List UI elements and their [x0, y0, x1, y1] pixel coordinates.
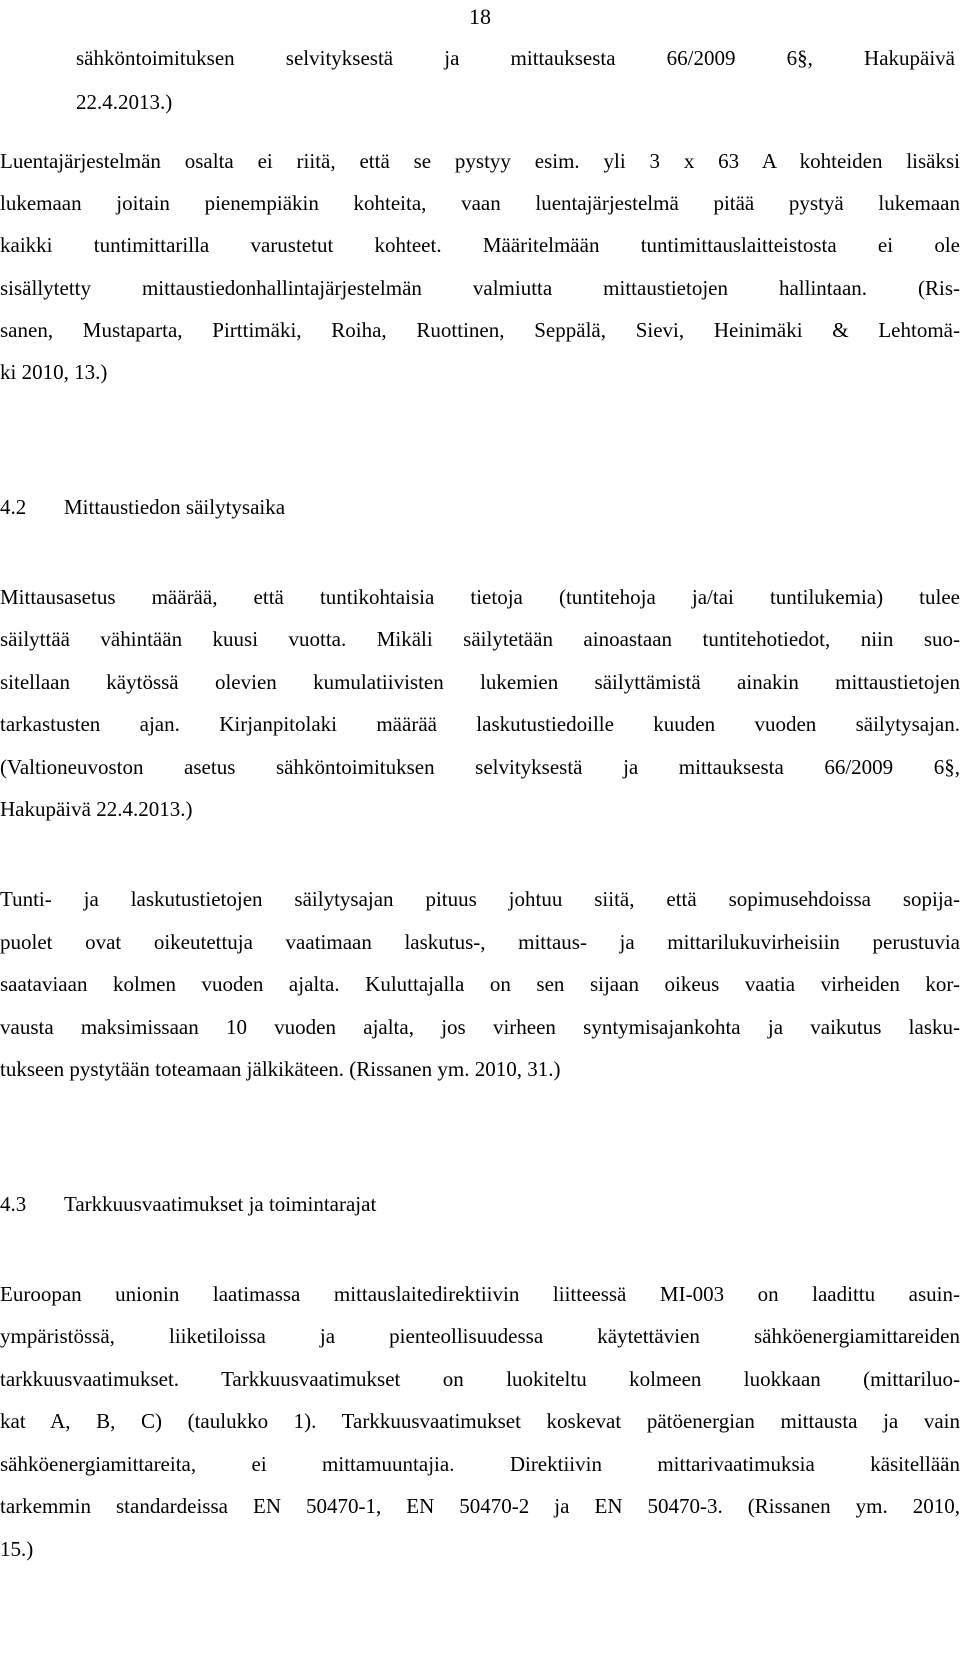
section-heading-4-2 [0, 493, 285, 521]
text-line: saataviaan kolmen vuoden ajalta. Kuluttajalla on sen sijaan oikeus vaatia virheiden kor- [0, 972, 960, 996]
text-line: tarkastusten ajan. Kirjanpitolaki määrää laskutustiedoille kuuden vuoden säilytysajan. [0, 712, 960, 736]
text-line: Hakupäivä 22.4.2013.) [0, 797, 193, 821]
text-line: kat A, B, C) (taulukko 1). Tarkkuusvaatimukset koskevat pätöenergian mittausta ja vain [0, 1409, 960, 1433]
text-line: Tunti- ja laskutustietojen säilytysajan pituus johtuu siitä, että sopimusehdoissa sopija- [0, 887, 960, 911]
text-line: sähköntoimituksen selvityksestä ja mittauksesta 66/2009 6§, Hakupäivä [76, 46, 955, 70]
text-line: sähköenergiamittareita, ei mittamuuntajia. Direktiivin mittarivaatimuksia käsitellään [0, 1452, 960, 1476]
text-line: ympäristössä, liiketiloissa ja pienteollisuudessa käytettävien sähköenergiamittareiden [0, 1324, 960, 1348]
text-line: (Valtioneuvoston asetus sähköntoimituksen selvityksestä ja mittauksesta 66/2009 6§, [0, 755, 960, 779]
text-line: 22.4.2013.) [76, 90, 173, 114]
section-title: Tarkkuusvaatimukset ja toimintarajat [64, 1192, 377, 1216]
text-line: lukemaan joitain pienempiäkin kohteita, vaan luentajärjestelmä pitää pystyä lukemaan [0, 191, 960, 215]
text-line: tukseen pystytään toteamaan jälkikäteen. (Rissanen ym. 2010, 31.) [0, 1057, 561, 1081]
text-line: kaikki tuntimittarilla varustetut kohteet. Määritelmään tuntimittauslaitteistosta ei ole [0, 233, 960, 257]
text-line: tarkemmin standardeissa EN 50470-1, EN 50470-2 ja EN 50470-3. (Rissanen ym. 2010, [0, 1494, 960, 1518]
text-line: sisällytetty mittaustiedonhallintajärjestelmän valmiutta mittaustietojen hallintaan. (Ris- [0, 276, 960, 300]
text-line: sanen, Mustaparta, Pirttimäki, Roiha, Ruottinen, Seppälä, Sievi, Heinimäki & Lehtomä- [0, 318, 960, 342]
page-number: 18 [469, 4, 491, 29]
text-line: 15.) [0, 1537, 34, 1561]
text-line: Euroopan unionin laatimassa mittauslaitedirektiivin liitteessä MI-003 on laadittu asuin- [0, 1282, 960, 1306]
text-line: puolet ovat oikeutettuja vaatimaan laskutus-, mittaus- ja mittarilukuvirheisiin perustuvia [0, 930, 960, 954]
text-line: tarkkuusvaatimukset. Tarkkuusvaatimukset on luokiteltu kolmeen luokkaan (mittariluo- [0, 1367, 960, 1391]
section-number: 4.3 [0, 1192, 27, 1216]
text-line: sitellaan käytössä olevien kumulatiivisten lukemien säilyttämistä ainakin mittaustietojen [0, 670, 960, 694]
text-line: Mittausasetus määrää, että tuntikohtaisia tietoja (tuntitehoja ja/tai tuntilukemia) tulee [0, 585, 960, 609]
section-number: 4.2 [0, 495, 27, 519]
text-line: vausta maksimissaan 10 vuoden ajalta, jos virheen syntymisajankohta ja vaikutus lasku- [0, 1015, 960, 1039]
text-line: ki 2010, 13.) [0, 360, 108, 384]
section-title: Mittaustiedon säilytysaika [64, 495, 286, 519]
text-line: säilyttää vähintään kuusi vuotta. Mikäli säilytetään ainoastaan tuntitehotiedot, niin suo- [0, 627, 960, 651]
text-line: Luentajärjestelmän osalta ei riitä, että se pystyy esim. yli 3 x 63 A kohteiden lisäksi [0, 149, 960, 173]
section-heading-4-3 [0, 1190, 376, 1218]
